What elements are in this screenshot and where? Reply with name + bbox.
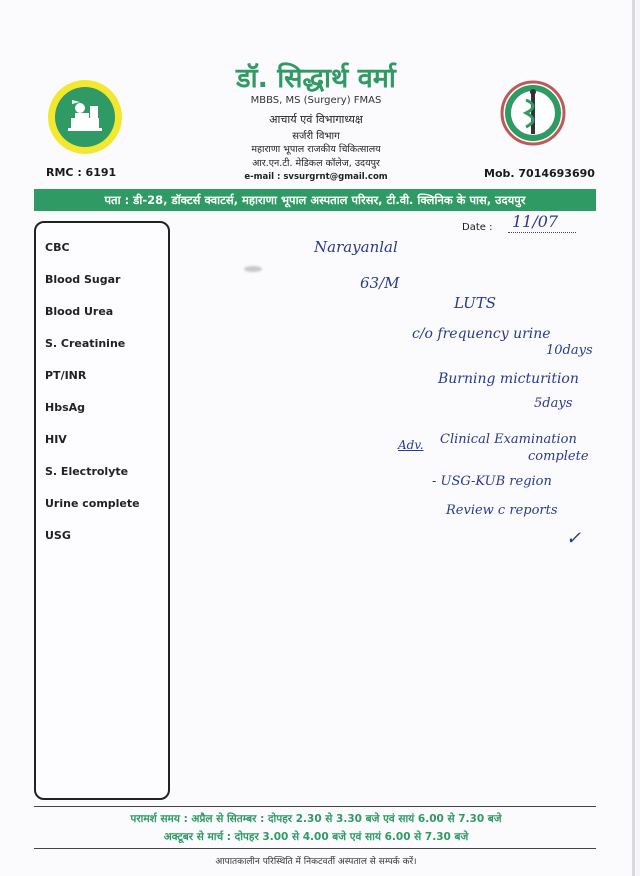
test-item: S. Creatinine — [45, 337, 126, 350]
complaint-duration: 10days — [546, 343, 593, 358]
advice-line: - USG-KUB region — [432, 474, 552, 489]
date-value: 11/07 — [512, 212, 559, 231]
complaint-line: Burning micturition — [438, 371, 579, 387]
footer-divider — [34, 806, 596, 807]
complaint-heading: LUTS — [454, 294, 497, 312]
test-item: Blood Sugar — [45, 273, 121, 286]
footer-divider — [34, 848, 596, 849]
advice-line: complete — [528, 449, 589, 464]
date-label: Date : — [462, 222, 493, 233]
institution: आर.एन.टी. मेडिकल कॉलेज, उदयपुर — [252, 158, 380, 169]
address-band: पता : डी-28, डॉक्टर्स क्वाटर्स, महाराणा भूपाल अस्पताल परिसर, टी.वी. क्लिनिक के पास, उदयपुर — [34, 189, 596, 211]
advice-line: Clinical Examination — [440, 432, 577, 447]
doctor-title: आचार्य एवं विभागाध्यक्ष — [269, 113, 363, 126]
patient-name: Narayanlal — [314, 238, 398, 256]
date-line — [508, 232, 576, 233]
consultation-timing-winter: अक्टूबर से मार्च : दोपहर 3.00 से 4.00 बजे एवं सायं 6.00 से 7.30 बजे — [163, 831, 469, 843]
complaint-line: c/o frequency urine — [412, 326, 551, 342]
test-item: HIV — [45, 433, 67, 446]
test-item: Blood Urea — [45, 305, 114, 318]
consultation-timing-summer: परामर्श समय : अप्रैल से सितम्बर : दोपहर 2.30 से 3.30 बजे एवं सायं 6.00 से 7.30 बजे — [130, 813, 502, 825]
college: महाराणा भूपाल राजकीय चिकित्सालय — [251, 144, 381, 155]
test-item: PT/INR — [45, 369, 87, 382]
test-item: CBC — [45, 241, 70, 254]
ink-smudge — [244, 266, 262, 272]
doctor-name: डॉ. सिद्धार्थ वर्मा — [236, 63, 396, 94]
email: e-mail : svsurgrnt@gmail.com — [244, 172, 388, 182]
complaint-duration: 5days — [534, 396, 573, 411]
advice-prefix: Adv. — [398, 438, 424, 452]
test-item: HbsAg — [45, 401, 86, 414]
mobile-number: Mob. 7014693690 — [484, 167, 595, 180]
department: सर्जरी विभाग — [292, 131, 340, 142]
test-item: Urine complete — [45, 497, 140, 510]
doctor-degrees: MBBS, MS (Surgery) FMAS — [250, 95, 382, 106]
test-item: S. Electrolyte — [45, 465, 129, 478]
patient-age-sex: 63/M — [360, 274, 400, 292]
advice-line: Review c reports — [446, 503, 558, 518]
investigations-box — [34, 221, 170, 800]
emergency-note: आपातकालीन परिस्थिति में निकटवर्ती अस्पताल से सम्पर्क करें। — [215, 857, 417, 867]
rmc-number: RMC : 6191 — [46, 166, 117, 179]
test-item: USG — [45, 529, 71, 542]
signature-mark: ✓ — [566, 528, 582, 549]
